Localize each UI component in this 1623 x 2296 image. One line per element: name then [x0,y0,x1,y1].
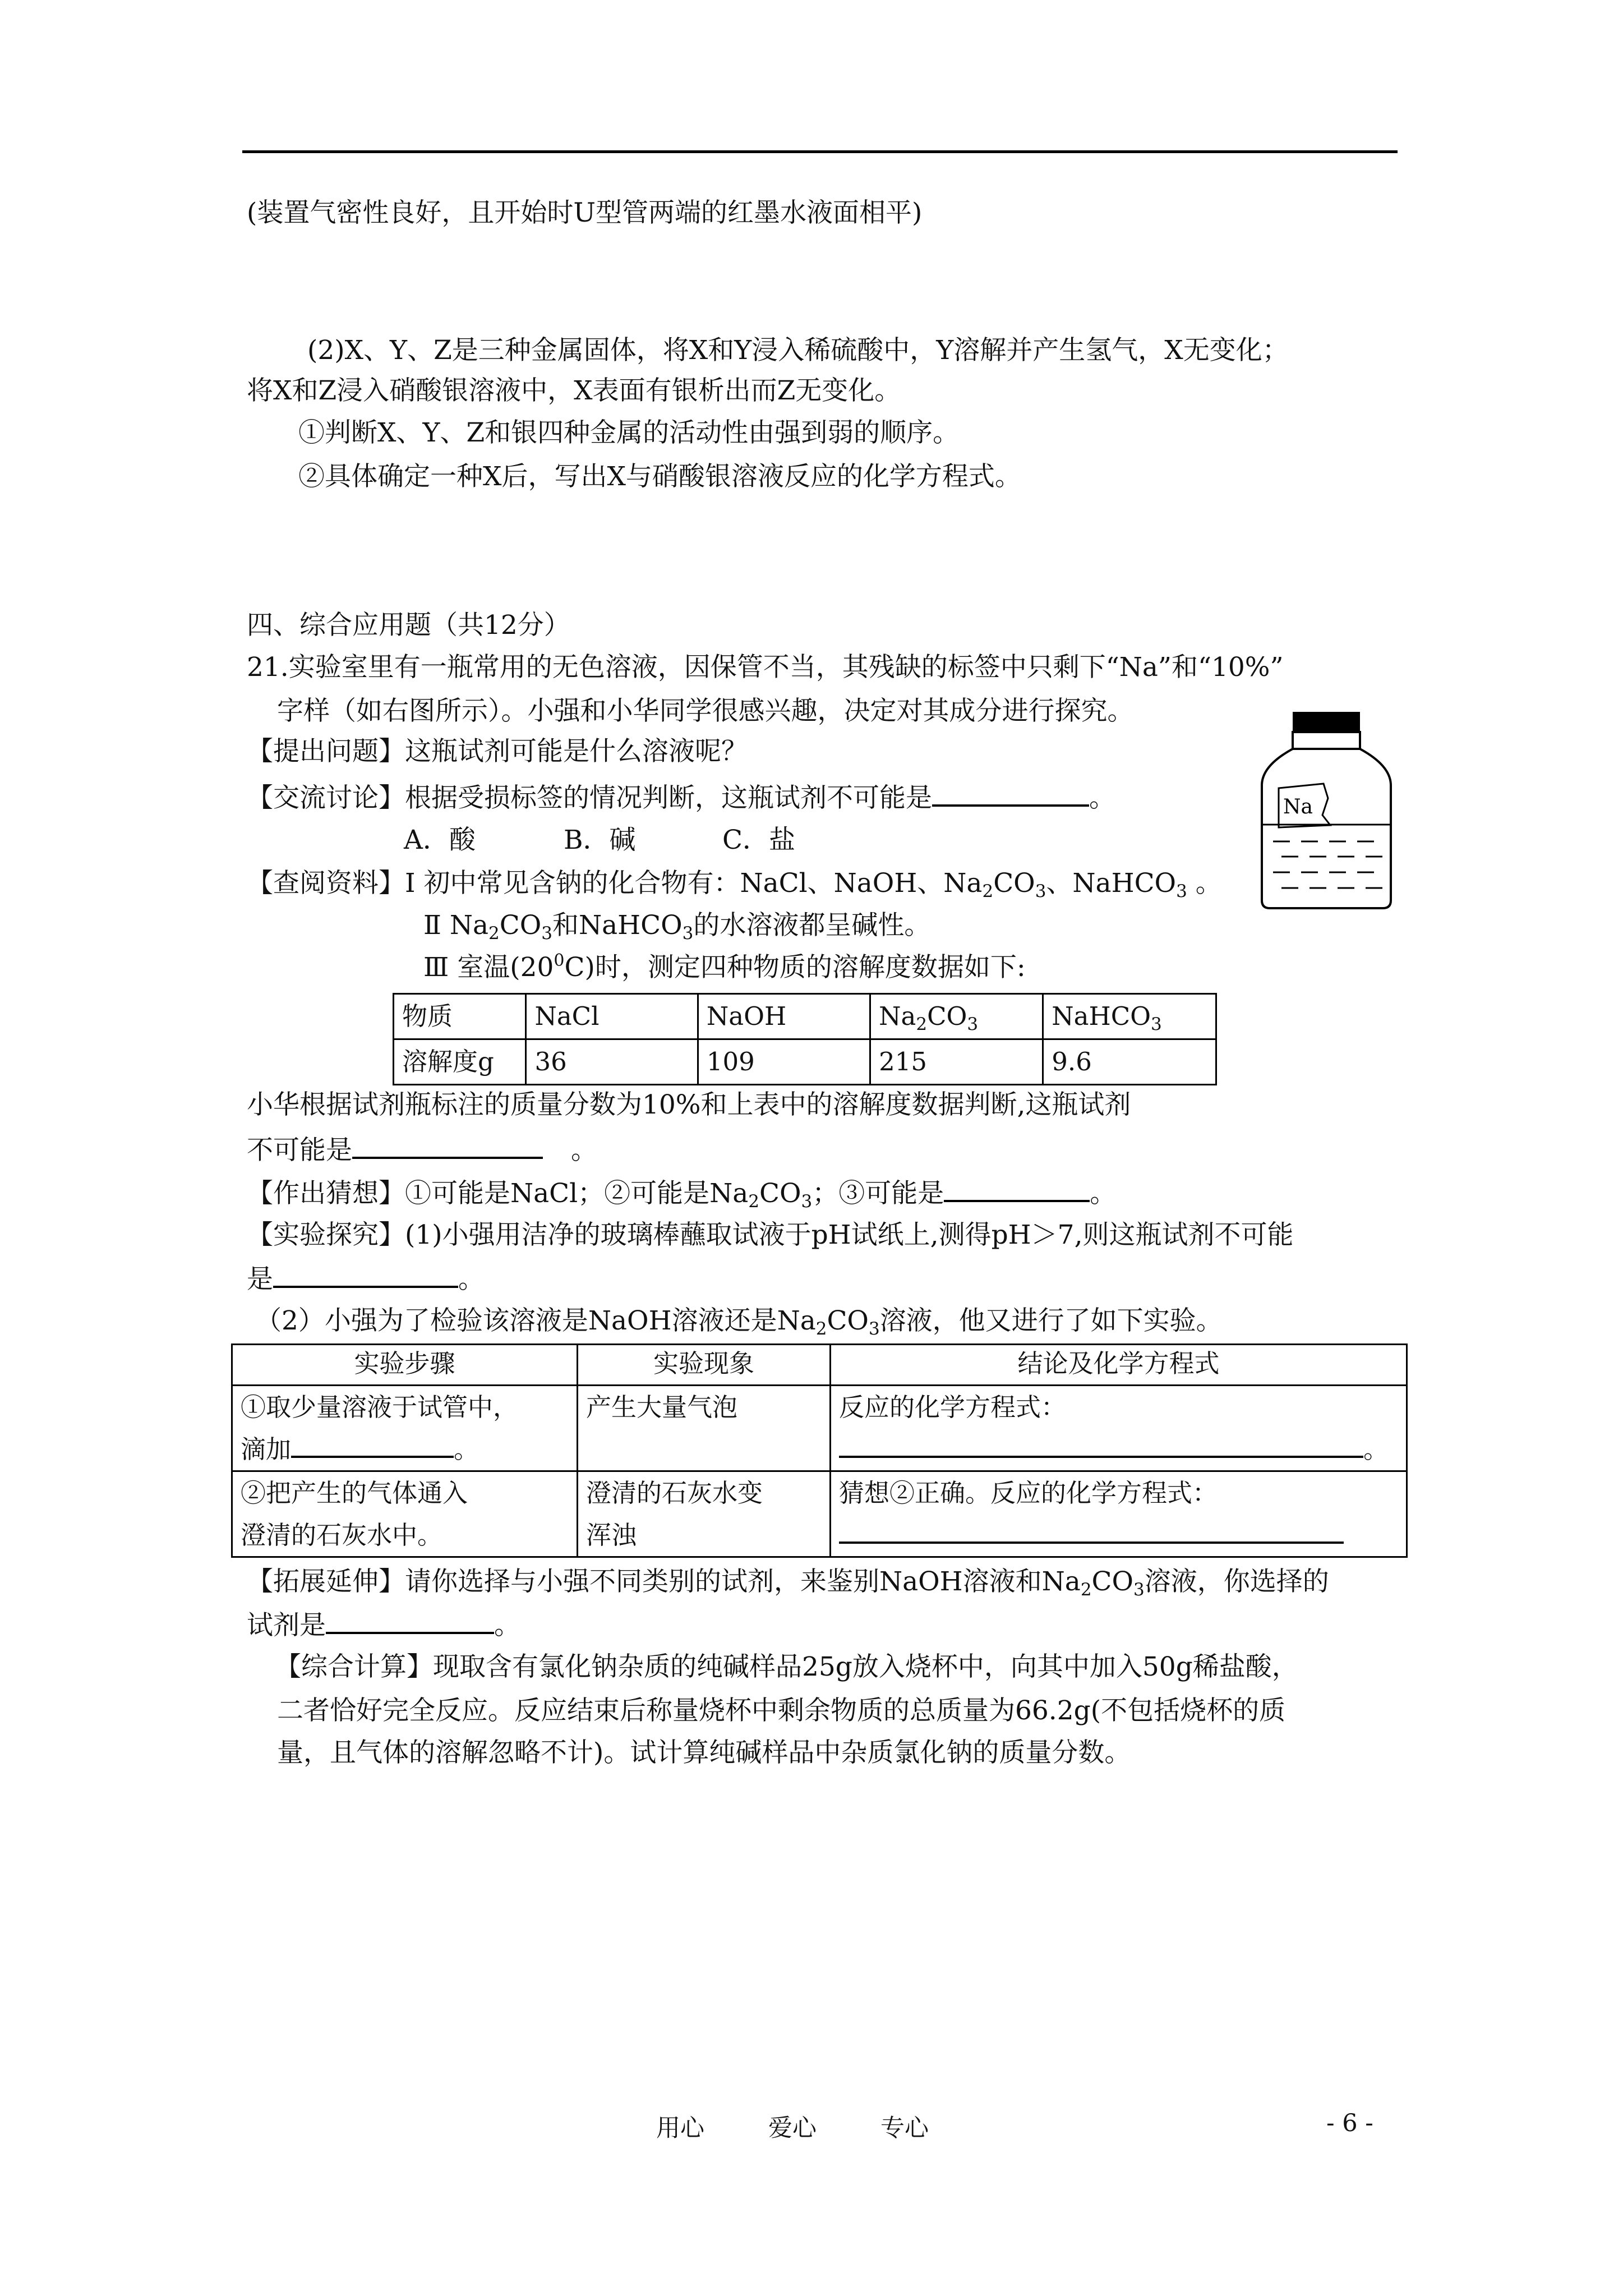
answer-blank-2[interactable] [352,1132,543,1159]
row-label-solubility: 溶解度g [394,1039,526,1085]
table-row [232,1345,1407,1386]
table-row [232,1386,1407,1471]
period-6: 。 [1363,1434,1389,1464]
reference-line2: Ⅱ $Na_2CO_3$和NaHCO$_3$的水溶液都呈碱性。 [423,910,931,944]
option-b: B．碱 [564,825,636,855]
sub-2t: 2 [916,1014,928,1034]
extend-line2 [247,1607,520,1642]
q2-sub1: ①判断X、Y、Z和银四种金属的活动性由强到弱的顺序。 [298,417,960,448]
reference-line1: 【查阅资料】Ⅰ 初中常见含钠的化合物有：NaCl、NaOH、$Na_2CO_3$、NaHCO$_3$ 。 [247,868,1222,901]
judge-line2 [247,1132,597,1167]
table-row [232,1471,1407,1557]
table-row [394,1039,1216,1085]
sub-3c: 3 [541,923,552,944]
period: 。 [1089,783,1115,813]
extend-a: 【拓展延伸】请你选择与小强不同类别的试剂，来鉴别NaOH溶液和Na [247,1566,1081,1597]
calc-line3: 量，且气体的溶解忽略不计)。试计算纯碱样品中杂质氯化钠的质量分数。 [277,1737,1131,1768]
period-2: 。 [571,1135,597,1166]
calc-line1: 【综合计算】现取含有氯化钠杂质的纯碱样品25g放入烧杯中，向其中加入50g稀盐酸， [275,1651,1298,1682]
row2-observation [578,1471,831,1557]
discussion-text: 【交流讨论】根据受损标签的情况判断，这瓶试剂不可能是 [247,783,932,813]
q2-sub2: ②具体确定一种X后，写出X与硝酸银溶液反应的化学方程式。 [298,461,1021,492]
sub-3g: 3 [801,1191,813,1212]
sup-0: 0 [554,951,565,970]
sub-2x: 2 [1080,1580,1092,1600]
experiment-line2 [247,1261,485,1296]
exp2-a: （2）小强为了检验该溶液是NaOH溶液还是Na [255,1305,816,1336]
guess-line: 【作出猜想】①可能是NaCl；②可能是$Na_2CO_3$；③可能是 。 [247,1175,1116,1211]
period-4: 。 [458,1264,485,1295]
answer-blank-7[interactable] [839,1517,1344,1544]
footer-motto-3: 专心 [880,2114,929,2142]
answer-blank-6[interactable] [839,1431,1363,1458]
solubility-table [393,993,1217,1085]
answer-blank-3[interactable] [944,1175,1090,1202]
header-conclusion: 结论及化学方程式 [831,1345,1407,1386]
ref2-a: Ⅱ Na [423,910,489,941]
row1-step-b: 滴加 [241,1434,292,1464]
period-3: 。 [1090,1178,1117,1209]
cell-nahco3 [1043,994,1216,1039]
answer-blank-5[interactable] [291,1431,454,1458]
row2-obs-a: 澄清的石灰水变 [586,1478,763,1508]
option-a: A．酸 [404,825,476,855]
sub-3e: 3 [868,1319,880,1339]
judge2-text: 不可能是 [247,1135,352,1166]
experiment-line3: （2）小强为了检验该溶液是NaOH溶液还是$Na_2CO_3$溶液，他又进行了如下实验。 [255,1305,1223,1339]
period-8: 。 [494,1610,520,1641]
extend-line1: 【拓展延伸】请你选择与小强不同类别的试剂，来鉴别NaOH溶液和$Na_2CO_3$溶液，你选择的 [247,1566,1329,1600]
row2-step-b: 澄清的石灰水中。 [241,1520,443,1550]
value-nacl: 36 [526,1039,698,1085]
sub-2: 2 [982,881,994,901]
bottle-neck [1293,732,1360,749]
na2co3-na: Na [879,1001,916,1031]
extend-b: 溶液，你选择的 [1144,1566,1329,1597]
q21-intro-line2: 字样（如右图所示）。小强和小华同学很感兴趣，决定对其成分进行探究。 [277,696,1134,726]
ref2-b: 和NaHCO [552,910,683,941]
ref-tail: 。 [1187,868,1222,899]
row2-obs-b: 浑浊 [586,1520,637,1550]
page-number: - 6 - [1326,2109,1373,2137]
row1-step [232,1386,578,1471]
row2-conclusion [831,1471,1407,1557]
ask-question: 【提出问题】这瓶试剂可能是什么溶液呢？ [247,736,748,767]
value-nahco3: 9.6 [1043,1039,1216,1085]
guess-b: ；③可能是 [812,1178,944,1209]
q2-line1: (2)X、Y、Z是三种金属固体，将X和Y浸入稀硫酸中，Y溶解并产生氢气，X无变化； [307,335,1289,366]
reference-text: 【查阅资料】Ⅰ 初中常见含钠的化合物有：NaCl、NaOH、Na [247,868,983,899]
sub-3: 3 [1035,881,1046,901]
nahco3-text: 、NaHCO [1046,868,1177,899]
sub-3b: 3 [1176,881,1187,901]
sub-3t: 3 [967,1014,979,1034]
calc-line2: 二者恰好完全反应。反应结束后称量烧杯中剩余物质的总质量为66.2g(不包括烧杯的质 [277,1695,1286,1726]
sub-3t2: 3 [1151,1014,1162,1034]
answer-blank-8[interactable] [326,1607,494,1634]
cell-na2co3: $Na_2CO_3$ [870,994,1043,1039]
q2-line2: 将X和Z浸入硝酸银溶液中，X表面有银析出而Z无变化。 [247,375,901,406]
discussion-line [247,780,1115,815]
nahco3-text-t: NaHCO [1052,1001,1151,1031]
row-label-substance: 物质 [394,994,526,1039]
header-observation: 实验现象 [578,1345,831,1386]
sub-2e: 2 [815,1319,827,1339]
row1-step-a: ①取少量溶液于试管中， [241,1392,519,1422]
bottle-cap [1293,712,1360,732]
header-rule [242,150,1398,153]
cell-nacl: NaCl [526,994,698,1039]
bottle-body [1262,749,1391,908]
reference-line3 [423,951,1026,984]
option-c: C．盐 [722,825,795,855]
footer-motto-1: 用心 [656,2114,704,2142]
row1-observation: 产生大量气泡 [578,1386,831,1471]
judge-line1: 小华根据试剂瓶标注的质量分数为10%和上表中的溶解度数据判断,这瓶试剂 [247,1089,1131,1120]
sub-2g: 2 [748,1191,760,1212]
section-title: 四、综合应用题（共12分） [247,610,570,641]
guess-a: 【作出猜想】①可能是NaCl；②可能是Na [247,1178,749,1209]
exp2-b: 溶液，他又进行了如下实验。 [879,1305,1223,1336]
liquid-dashes [1263,825,1390,888]
sub-2c: 2 [488,923,500,944]
cell-naoh: NaOH [698,994,870,1039]
row2-step [232,1471,578,1557]
experiment-line1: 【实验探究】(1)小强用洁净的玻璃棒蘸取试液于pH试纸上,测得pH＞7,则这瓶试剂不可能 [247,1220,1294,1250]
answer-blank-1[interactable] [932,780,1089,807]
reagent-bottle-figure [1256,710,1396,912]
sub-3x: 3 [1133,1580,1145,1600]
period-5: 。 [454,1434,479,1464]
q21-intro-line1: 21.实验室里有一瓶常用的无色溶液，因保管不当，其残缺的标签中只剩下“Na”和“10%” [247,652,1284,683]
value-na2co3: 215 [870,1039,1043,1085]
value-naoh: 109 [698,1039,870,1085]
header-step: 实验步骤 [232,1345,578,1386]
bottle-label-text: Na [1283,795,1313,818]
row2-concl-text: 猜想②正确。反应的化学方程式： [839,1478,1218,1508]
answer-blank-4[interactable] [273,1261,458,1288]
exp1-b: 是 [247,1264,273,1295]
row1-conclusion [831,1386,1407,1471]
footer-motto-2: 爱心 [768,2114,817,2142]
sub-3d: 3 [682,923,694,944]
table-row [394,994,1216,1039]
extend-c: 试剂是 [247,1610,326,1641]
ref3-a: Ⅲ 室温(20 [423,952,554,983]
ref3-b: C)时，测定四种物质的溶解度数据如下: [564,952,1026,983]
apparatus-note: (装置气密性良好，且开始时U型管两端的红墨水液面相平) [247,197,923,228]
row1-concl-text: 反应的化学方程式： [839,1392,1067,1422]
experiment-table [231,1343,1408,1558]
row2-step-a: ②把产生的气体通入 [241,1478,468,1508]
ref2-c: 的水溶液都呈碱性。 [693,910,931,941]
